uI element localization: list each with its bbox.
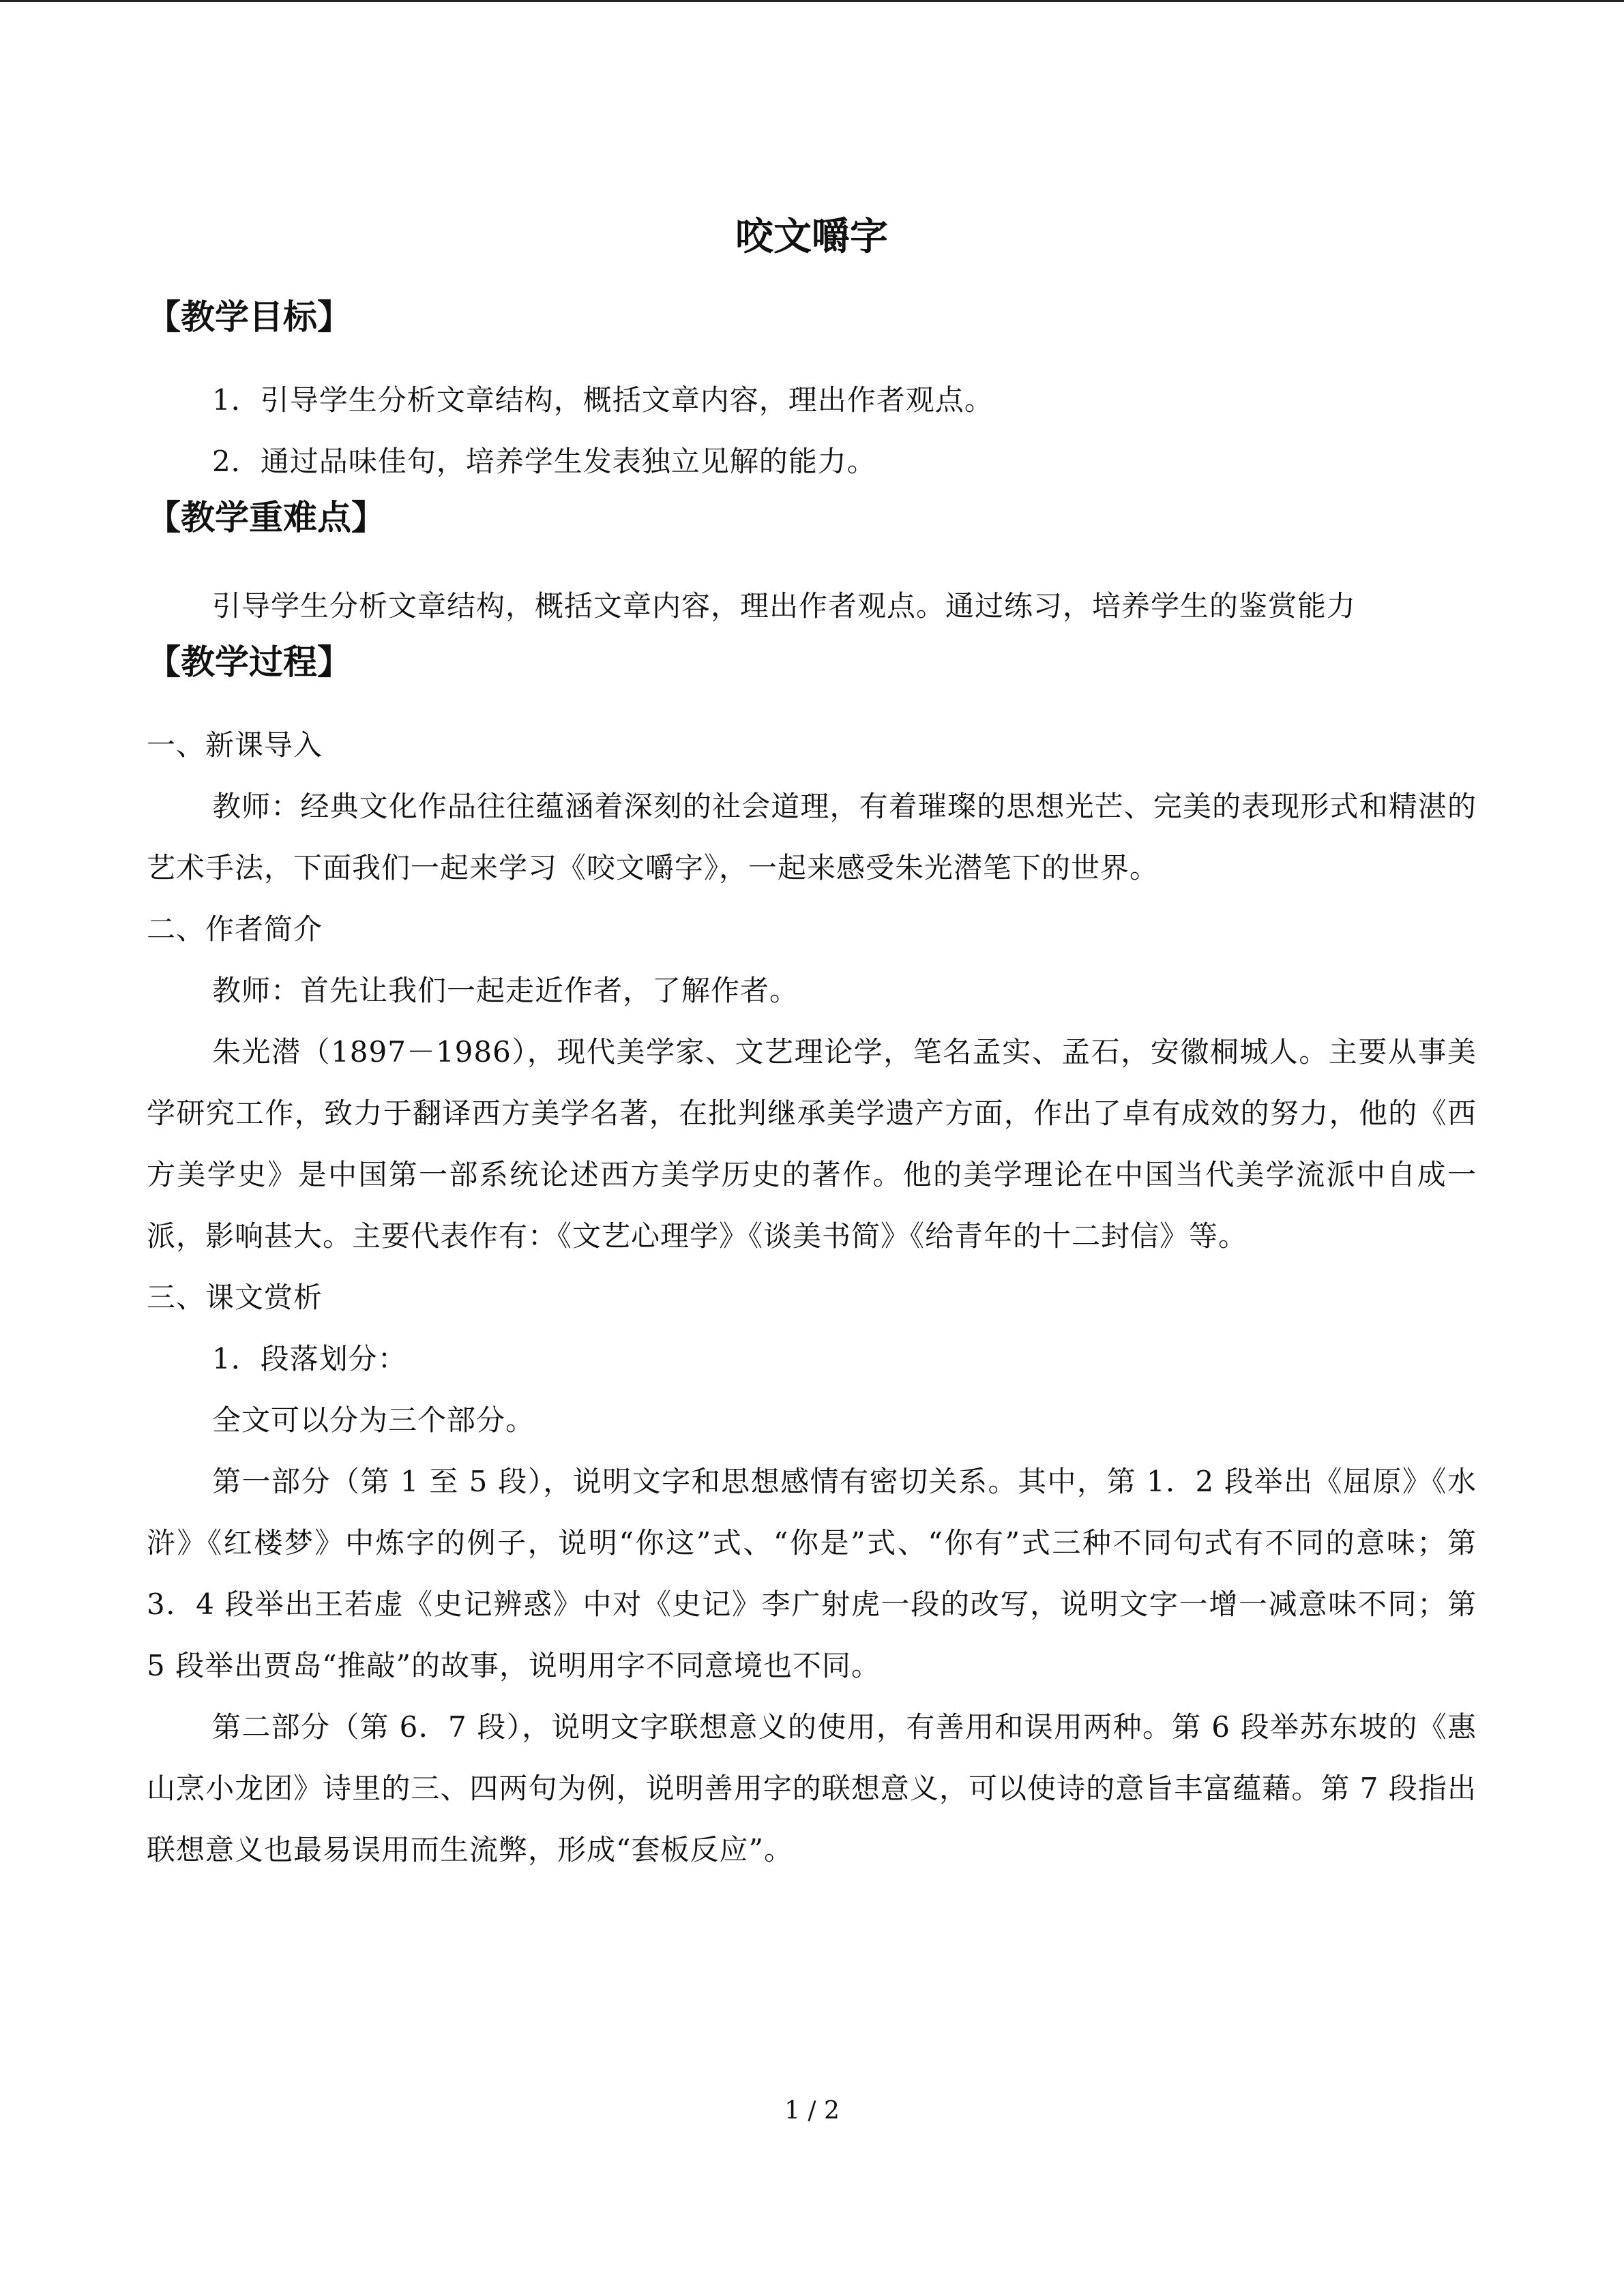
process-part-title: 二、作者简介: [147, 912, 323, 946]
key-points-text: 引导学生分析文章结构，概括文章内容，理出作者观点。通过练习，培养学生的鉴赏能力: [212, 589, 1357, 623]
section-heading-process: 【教学过程】: [147, 642, 351, 682]
objective-item: 2．通过品味佳句，培养学生发表独立见解的能力。: [212, 445, 876, 478]
process-paragraph: 第一部分（第 1 至 5 段），说明文字和思想感情有密切关系。其中，第 1．2 段举出《屈原》《水浒》《红楼梦》中炼字的例子，说明“你这”式、“你是”式、“你有”式三种不同句式有不同的意味；第 3．4 段举出王若虚《史记辨惑》中对《史记》李广射虎一段的改写，说明文字一增一减意味不同；第 5 段举出贾岛“推敲”的故事，说明用字不同意境也不同。: [147, 1465, 1477, 1682]
process-paragraph: 教师：首先让我们一起走近作者，了解作者。: [212, 974, 799, 1007]
page-number: 1 / 2: [784, 2097, 840, 2125]
section-heading-objectives: 【教学目标】: [147, 297, 351, 337]
document-body: [147, 205, 1477, 1881]
page-title: 咬文嚼字: [735, 215, 888, 259]
process-paragraph: 朱光潜（1897－1986），现代美学家、文艺理论学，笔名孟实、孟石，安徽桐城人。主要从事美学研究工作，致力于翻译西方美学名著，在批判继承美学遗产方面，作出了卓有成效的努力，他的《西方美学史》是中国第一部系统论述西方美学历史的著作。他的美学理论在中国当代美学流派中自成一派，影响甚大。主要代表作有：《文艺心理学》《谈美书简》《给青年的十二封信》等。: [147, 1035, 1477, 1253]
process-part-title: 三、课文赏析: [147, 1281, 323, 1314]
section-heading-key-points: 【教学重难点】: [147, 498, 385, 537]
process-paragraph: 1．段落划分：: [212, 1342, 407, 1375]
process-paragraph: 第二部分（第 6．7 段），说明文字联想意义的使用，有善用和误用两种。第 6 段举苏东坡的《惠山烹小龙团》诗里的三、四两句为例，说明善用字的联想意义，可以使诗的意旨丰富蕴藉。第 7 段指出联想意义也最易误用而生流弊，形成“套板反应”。: [147, 1710, 1477, 1866]
process-paragraph: 教师：经典文化作品往往蕴涵着深刻的社会道理，有着璀璨的思想光芒、完美的表现形式和精湛的艺术手法，下面我们一起来学习《咬文嚼字》，一起来感受朱光潜笔下的世界。: [147, 790, 1477, 884]
objective-item: 1．引导学生分析文章结构，概括文章内容，理出作者观点。: [212, 383, 994, 417]
top-border-line: [0, 0, 1624, 2]
process-paragraph: 全文可以分为三个部分。: [212, 1403, 535, 1437]
process-part-title: 一、新课导入: [147, 728, 323, 762]
